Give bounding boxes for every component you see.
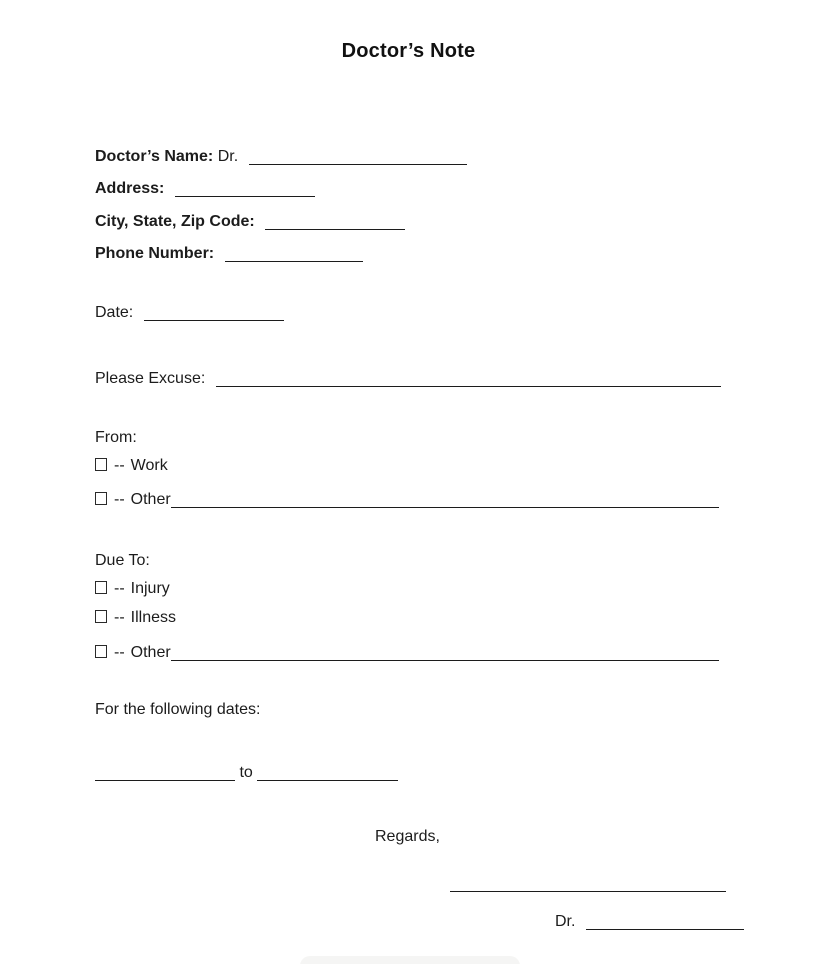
option-label-illness: Illness bbox=[130, 609, 177, 626]
date-label: Date: bbox=[95, 304, 134, 321]
option-label-due-to-other: Other bbox=[130, 644, 171, 661]
due-to-other-field[interactable] bbox=[171, 650, 719, 661]
doctor-name-label: Doctor’s Name: bbox=[95, 148, 214, 165]
from-heading: From: bbox=[95, 429, 137, 446]
option-prefix: -- bbox=[114, 580, 125, 597]
option-prefix: -- bbox=[114, 644, 125, 661]
signature-doctor-prefix: Dr. bbox=[555, 913, 576, 930]
option-label-from-other: Other bbox=[130, 491, 171, 508]
signature-doctor-name-field[interactable] bbox=[586, 919, 744, 930]
phone-row bbox=[95, 243, 363, 265]
from-other-field[interactable] bbox=[171, 497, 719, 508]
address-row bbox=[95, 178, 315, 200]
date-start-field[interactable] bbox=[95, 770, 235, 781]
checkbox-due-to-other[interactable] bbox=[95, 645, 107, 658]
page-bottom-artifact bbox=[300, 956, 520, 964]
phone-field[interactable] bbox=[225, 251, 363, 262]
excuse-row bbox=[95, 368, 721, 390]
signature-line[interactable] bbox=[450, 891, 726, 892]
city-state-zip-label: City, State, Zip Code: bbox=[95, 213, 255, 230]
from-option-other bbox=[95, 489, 719, 511]
option-label-work: Work bbox=[130, 457, 168, 474]
from-option-work bbox=[95, 455, 168, 477]
dates-heading: For the following dates: bbox=[95, 701, 261, 718]
signature-doctor-row bbox=[555, 911, 744, 933]
date-field[interactable] bbox=[144, 310, 284, 321]
excuse-label: Please Excuse: bbox=[95, 370, 206, 387]
option-label-injury: Injury bbox=[130, 580, 170, 597]
checkbox-from-other[interactable] bbox=[95, 492, 107, 505]
checkbox-work[interactable] bbox=[95, 458, 107, 471]
checkbox-illness[interactable] bbox=[95, 610, 107, 623]
page-title: Doctor’s Note bbox=[341, 40, 476, 62]
doctor-name-prefix: Dr. bbox=[217, 148, 239, 165]
address-label: Address: bbox=[95, 180, 165, 197]
option-prefix: -- bbox=[114, 491, 125, 508]
option-prefix: -- bbox=[114, 609, 125, 626]
excuse-field[interactable] bbox=[216, 376, 721, 387]
checkbox-injury[interactable] bbox=[95, 581, 107, 594]
doctor-name-row bbox=[95, 146, 467, 168]
due-to-heading: Due To: bbox=[95, 552, 150, 569]
due-to-option-injury bbox=[95, 578, 170, 600]
address-field[interactable] bbox=[175, 186, 315, 197]
phone-label: Phone Number: bbox=[95, 245, 215, 262]
due-to-option-illness bbox=[95, 607, 176, 629]
date-row bbox=[95, 302, 284, 324]
date-range-connector: to bbox=[239, 764, 253, 781]
date-range-row bbox=[95, 762, 398, 784]
option-prefix: -- bbox=[114, 457, 125, 474]
doctor-name-field[interactable] bbox=[249, 154, 467, 165]
date-end-field[interactable] bbox=[257, 770, 398, 781]
regards-text: Regards, bbox=[375, 828, 440, 845]
city-state-zip-field[interactable] bbox=[265, 219, 405, 230]
due-to-option-other bbox=[95, 642, 719, 664]
city-state-zip-row bbox=[95, 211, 405, 233]
